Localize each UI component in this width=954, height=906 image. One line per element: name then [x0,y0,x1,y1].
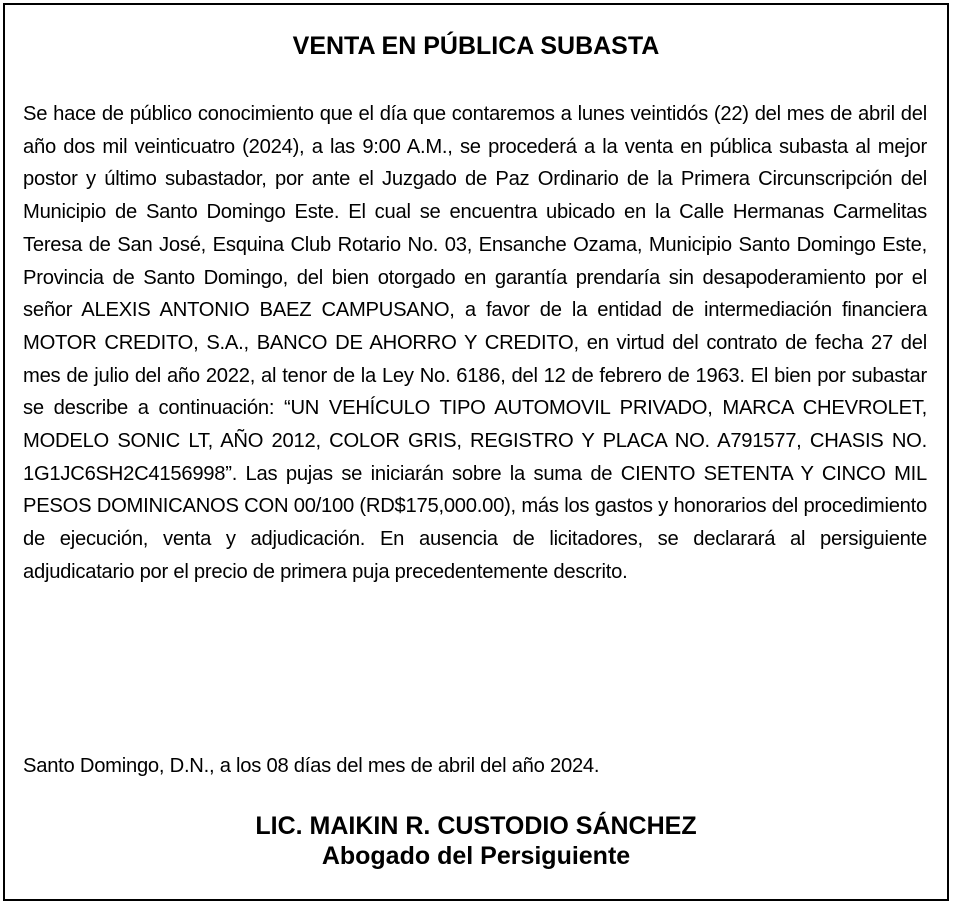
notice-title: VENTA EN PÚBLICA SUBASTA [292,32,660,60]
place-and-date: Santo Domingo, D.N., a los 08 días del mes de abril del año 2024. [23,755,600,777]
notice-body: Se hace de público conocimiento que el día que contaremos a lunes veintidós (22) del mes de abril del año dos mil veinticuatro (2024), a las 9:00 A.M., se procederá a la venta en pública subasta al mejor postor y último subastador, por ante el Juzgado de Paz Ordinario de la Primera Circunscripción del Municipio de Santo Domingo Este. El cual se encuentra ubicado en la Calle Hermanas Carmelitas Teresa de San José, Esquina Club Rotario No. 03, Ensanche Ozama, Municipio Santo Domingo Este, Provincia de Santo Domingo, del bien otorgado en garantía prendaría sin desapoderamiento por el señor ALEXIS ANTONIO BAEZ CAMPUSANO, a favor de la entidad de intermediación financiera MOTOR CREDITO, S.A., BANCO DE AHORRO Y CREDITO, en virtud del contrato de fecha 27 del mes de julio del año 2022, al tenor de la Ley No. 6186, del 12 de febrero de 1963. El bien por subastar se describe a continuación: “UN VEHÍCULO TIPO AUTOMOVIL PRIVADO, MARCA CHEVROLET, MODELO SONIC LT, AÑO 2012, COLOR GRIS, REGISTRO Y PLACA NO. A791577, CHASIS NO. 1G1JC6SH2C4156998”. Las pujas se iniciarán sobre la suma de CIENTO SETENTA Y CINCO MIL PESOS DOMINICANOS CON 00/100 (RD$175,000.00), más los gastos y honorarios del procedimiento de ejecución, venta y adjudicación. En ausencia de licitadores, se declarará al persiguiente adjudicatario por el precio de primera puja precedentemente descrito. [23,103,927,583]
signature-role: Abogado del Persiguiente [321,842,631,870]
notice-box [3,3,949,901]
signature-name: LIC. MAIKIN R. CUSTODIO SÁNCHEZ [255,812,697,840]
